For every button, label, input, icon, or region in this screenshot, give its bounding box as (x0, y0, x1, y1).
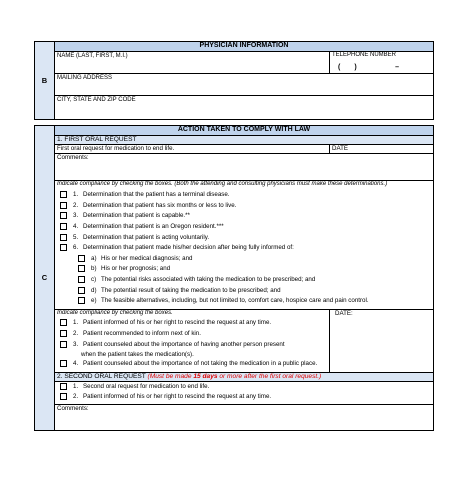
second-request-title: 2. SECOND ORAL REQUEST (57, 372, 146, 380)
compliance-note: Indicate compliance by checking the boxes. (Both the attending and consulting physicians must make these determinations.) (57, 180, 388, 187)
checkbox[interactable] (60, 202, 67, 209)
second-request-comments-label: Comments: (57, 404, 89, 412)
checkbox[interactable] (60, 341, 67, 348)
telephone-format (332, 60, 431, 72)
section-b-table (34, 41, 434, 120)
informed-sub-item: a) His or her medical diagnosis; and (57, 254, 431, 265)
checkbox[interactable] (60, 212, 67, 219)
checkbox[interactable] (60, 393, 67, 400)
telephone-label: TELEPHONE NUMBER (332, 52, 397, 58)
physician-name-field[interactable] (55, 52, 330, 74)
informed-sub-item: d) The potential result of taking the medication to be prescribed; and (57, 286, 431, 297)
oregon-death-with-dignity-form (34, 41, 434, 431)
mailing-address-label: MAILING ADDRESS (57, 75, 113, 81)
second-request-comments-field[interactable] (55, 404, 434, 430)
section-b-letter: B (35, 42, 55, 120)
mailing-address-field[interactable] (55, 74, 434, 96)
informed-sub-item: e) The feasible alternatives, including, but not limited to, comfort care, hospice care and pain control. (57, 296, 431, 307)
determination-item: 3. Determination that patient is capable.** (57, 211, 431, 222)
checkbox[interactable] (78, 287, 85, 294)
section-c-table (34, 125, 434, 431)
section-b-header: PHYSICIAN INFORMATION (55, 42, 434, 52)
first-request-line: First oral request for medication to end life. (55, 144, 330, 153)
compliance-note-2: Indicate compliance by checking the boxes. (57, 309, 173, 316)
phone-close-paren: ) (354, 63, 357, 71)
second-request-timing-note: (Must be made 15 days or more after the first oral request.) (147, 372, 322, 380)
checkbox[interactable] (60, 360, 67, 367)
determination-item: 4. Determination that patient is an Oregon resident.*** (57, 222, 431, 233)
counseling-date-field[interactable] (329, 309, 433, 372)
city-state-zip-field[interactable] (55, 96, 434, 120)
patient-item: 3. Patient counseled about the importance of having another person present (57, 340, 327, 351)
determination-item: 1. Determination that the patient has a terminal disease. (57, 190, 431, 201)
counseling-date-label: DATE: (334, 309, 353, 317)
informed-sub-item: b) His or her prognosis; and (57, 264, 431, 275)
determination-item: 6. Determination that patient made his/her decision after being fully informed of: (57, 243, 431, 254)
checkbox[interactable] (60, 223, 67, 230)
section-c-letter: C (35, 126, 55, 431)
checkbox[interactable] (78, 255, 85, 262)
phone-dash: – (395, 63, 399, 71)
determination-item: 2. Determination that patient has six months or less to live. (57, 201, 431, 212)
second-request-header (55, 372, 434, 381)
informed-sub-item: c) The potential risks associated with taking the medication to be prescribed; and (57, 275, 431, 286)
second-request-item: 2. Patient informed of his or her right to rescind the request at any time. (57, 392, 431, 403)
patient-counseling-block (55, 309, 330, 372)
checkbox[interactable] (60, 191, 67, 198)
checkbox[interactable] (60, 319, 67, 326)
city-state-zip-label: CITY, STATE AND ZIP CODE (57, 97, 136, 103)
second-request-block (55, 381, 434, 404)
determination-item: 5. Determination that patient is acting voluntarily. (57, 233, 431, 244)
patient-item: 4. Patient counseled about the importance of not taking the medication in a public place. (57, 359, 327, 370)
patient-item-continuation: when the patient takes the medication(s). (81, 351, 194, 359)
checkbox[interactable] (78, 265, 85, 272)
first-request-comments-field[interactable] (55, 153, 434, 180)
first-request-comments-label: Comments: (57, 153, 89, 161)
first-request-date-label: DATE (331, 144, 349, 152)
patient-item: 1. Patient informed of his or her right to rescind the request at any time. (57, 318, 327, 329)
checkbox[interactable] (60, 330, 67, 337)
first-request-title: 1. FIRST ORAL REQUEST (55, 136, 434, 145)
telephone-field[interactable] (330, 52, 434, 74)
second-request-item: 1. Second oral request for medication to end life. (57, 382, 431, 393)
checkbox[interactable] (78, 297, 85, 304)
checkbox[interactable] (78, 276, 85, 283)
physician-name-label: NAME (LAST, FIRST, M.I.) (57, 53, 128, 59)
section-c-header: ACTION TAKEN TO COMPLY WITH LAW (55, 126, 434, 136)
patient-item: 2. Patient recommended to inform next of kin. (57, 329, 327, 340)
determinations-block (55, 180, 434, 309)
first-request-date-field[interactable] (329, 144, 433, 153)
checkbox[interactable] (60, 234, 67, 241)
phone-open-paren: ( (338, 63, 341, 71)
checkbox[interactable] (60, 244, 67, 251)
checkbox[interactable] (60, 383, 67, 390)
